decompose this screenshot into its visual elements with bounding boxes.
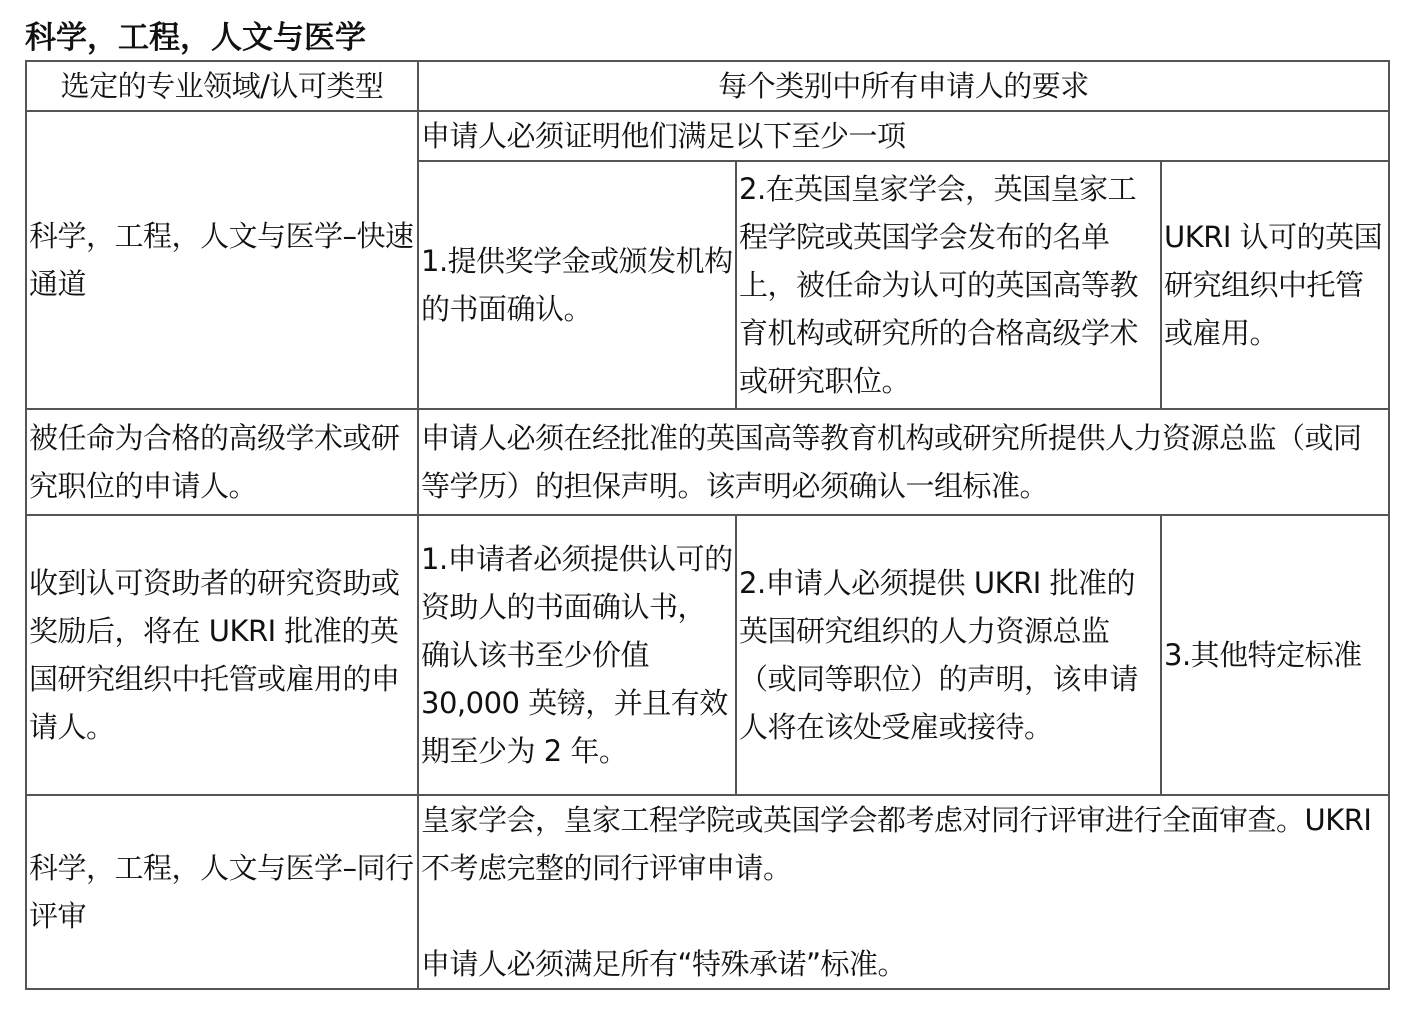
fast-track-option-2: 2.在英国皇家学会，英国皇家工程学院或英国学会发布的名单上，被任命为认可的英国高等教育机构或研究所的合格高级学术或研究职位。 xyxy=(736,161,1161,409)
criteria-table xyxy=(25,60,1390,990)
table-row-senior-post xyxy=(26,409,1389,515)
table-row-fast-track-intro xyxy=(26,111,1389,161)
peer-review-text-2: 申请人必须满足所有“特殊承诺”标准。 xyxy=(421,947,907,981)
fast-track-label: 科学，工程，人文与医学–快速通道 xyxy=(26,111,418,409)
funding-req-2: 2.申请人必须提供 UKRI 批准的英国研究组织的人力资源总监（或同等职位）的声明，该申请人将在该处受雇或接待。 xyxy=(736,515,1161,795)
fast-track-option-3: UKRI 认可的英国研究组织中托管或雇用。 xyxy=(1161,161,1389,409)
fast-track-intro: 申请人必须证明他们满足以下至少一项 xyxy=(418,111,1389,161)
fast-track-option-1: 1.提供奖学金或颁发机构的书面确认。 xyxy=(418,161,736,409)
peer-review-label: 科学，工程，人文与医学–同行评审 xyxy=(26,795,418,989)
funding-req-3: 3.其他特定标准 xyxy=(1161,515,1389,795)
table-row-peer-review xyxy=(26,795,1389,989)
table-row-funding xyxy=(26,515,1389,795)
funding-label: 收到认可资助者的研究资助或奖励后，将在 UKRI 批准的英国研究组织中托管或雇用的申请人。 xyxy=(26,515,418,795)
page-title: 科学，工程，人文与医学 xyxy=(25,20,366,56)
table-header-row xyxy=(26,61,1389,111)
funding-req-1: 1.申请者必须提供认可的资助人的书面确认书，确认该书至少价值 30,000 英镑，并且有效期至少为 2 年。 xyxy=(418,515,736,795)
peer-review-text-1: 皇家学会，皇家工程学院或英国学会都考虑对同行评审进行全面审查。UKRI 不考虑完整的同行评审申请。 xyxy=(421,803,1372,885)
header-category: 选定的专业领域/认可类型 xyxy=(26,61,418,111)
senior-post-requirement: 申请人必须在经批准的英国高等教育机构或研究所提供人力资源总监（或同等学历）的担保声明。该声明必须确认一组标准。 xyxy=(418,409,1389,515)
header-requirements: 每个类别中所有申请人的要求 xyxy=(418,61,1389,111)
senior-post-label: 被任命为合格的高级学术或研究职位的申请人。 xyxy=(26,409,418,515)
peer-review-requirements xyxy=(418,795,1389,989)
paragraph-gap xyxy=(421,892,1386,940)
